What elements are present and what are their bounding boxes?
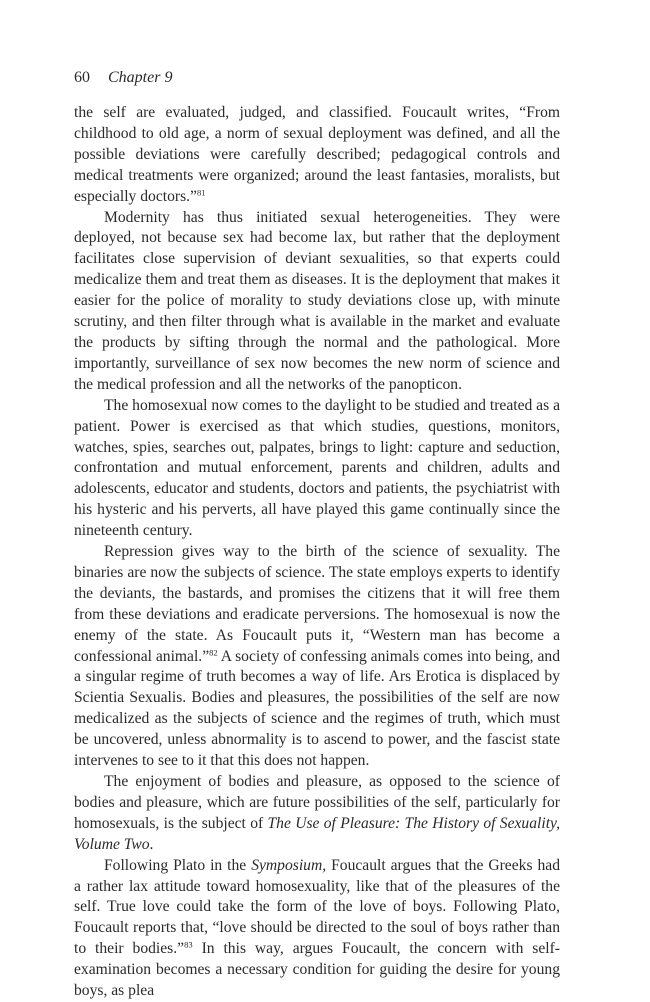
text-run: the self are evaluated, judged, and classified. Foucault writes, “From childhood to old age, a norm of sexual deployment was defined, and all the possible deviations were carefully described; pedagogical controls and medical treatments were organized; around the least fantasies, moralists, but especially doctors.”	[74, 104, 560, 205]
paragraph-1	[74, 103, 560, 208]
text-run: A society of confessing animals comes into being, and a singular regime of truth becomes a way of life. Ars Erotica is displaced by Scientia Sexualis. Bodies and pleasures, the possibilities of the self are now medicalized as the subjects of science and the regimes of truth, which must be uncovered, unless abnormality is to ascend to power, and the fascist state intervenes to see to it that this does not happen.	[74, 647, 560, 770]
italic-title: The Use of Pleasure: The History of Sexuality, Volume Two	[74, 814, 560, 853]
text-run: The homosexual now comes to the daylight to be studied and treated as a patient. Power is exercised as that which studies, questions, monitors, watches, spies, searches out, palpates, brings to light: capture and seduction, confrontation and mutual enforcement, parents and children, adults and adolescents, educator and students, doctors and patients, the psychiatrist with his hysteric and his perverts, all have played this game continually since the nineteenth century.	[74, 396, 560, 540]
page-number: 60	[74, 69, 90, 86]
text-run: Following Plato in the	[104, 856, 252, 874]
paragraph-2	[74, 208, 560, 396]
body-text	[74, 103, 560, 1002]
text-run: In this way, argues Foucault, the concern with self-examination becomes a necessary condition for guiding the desire for young boys, as plea	[74, 940, 560, 1000]
text-run: Modernity has thus initiated sexual heterogeneities. They were deployed, not because sex had become lax, but rather that the deployment facilitates close supervision of deviant sexualities, so that experts could medicalize them and treat them as diseases. It is the deployment that makes it easier for the police of morality to study deviations close up, with minute scrutiny, and then filter through what is available in the market and evaluate the products by sifting through the normal and the pathological. More importantly, surveillance of sex now becomes the new norm of science and the medical profession and all the networks of the panopticon.	[74, 208, 560, 393]
note-reference: 82	[209, 647, 218, 657]
text-run: .	[149, 835, 154, 853]
paragraph-4	[74, 542, 560, 772]
text-run: Foucault argues that the Greeks had a rather lax attitude toward homosexuality, like that of the pleasures of the self. True love could take the form of the love of boys. Following Plato, Foucault reports that, “love should be directed to the soul of boys rather than to their bodies.”	[74, 856, 560, 958]
paragraph-3	[74, 396, 560, 542]
paragraph-6	[74, 856, 560, 1002]
paragraph-5	[74, 772, 560, 856]
note-reference: 81	[196, 187, 206, 198]
text-run: The enjoyment of bodies and pleasure, as opposed to the science of bodies and pleasure, which are future possibilities of the self, particularly for homosexuals, is the subject of	[74, 773, 560, 832]
note-reference: 83	[184, 939, 193, 950]
running-head	[74, 68, 172, 88]
italic-title: Symposium,	[251, 856, 327, 874]
text-run: Repression gives way to the birth of the science of sexuality. The binaries are now the subjects of science. The state employs experts to identify the deviants, the bastards, and promises the citizens that it will free them from these deviations and eradicate perversions. The homosexual is now the enemy of the state. As Foucault puts it, “Western man has become a confessional animal.”	[74, 543, 560, 665]
chapter-title: Chapter 9	[108, 69, 173, 86]
